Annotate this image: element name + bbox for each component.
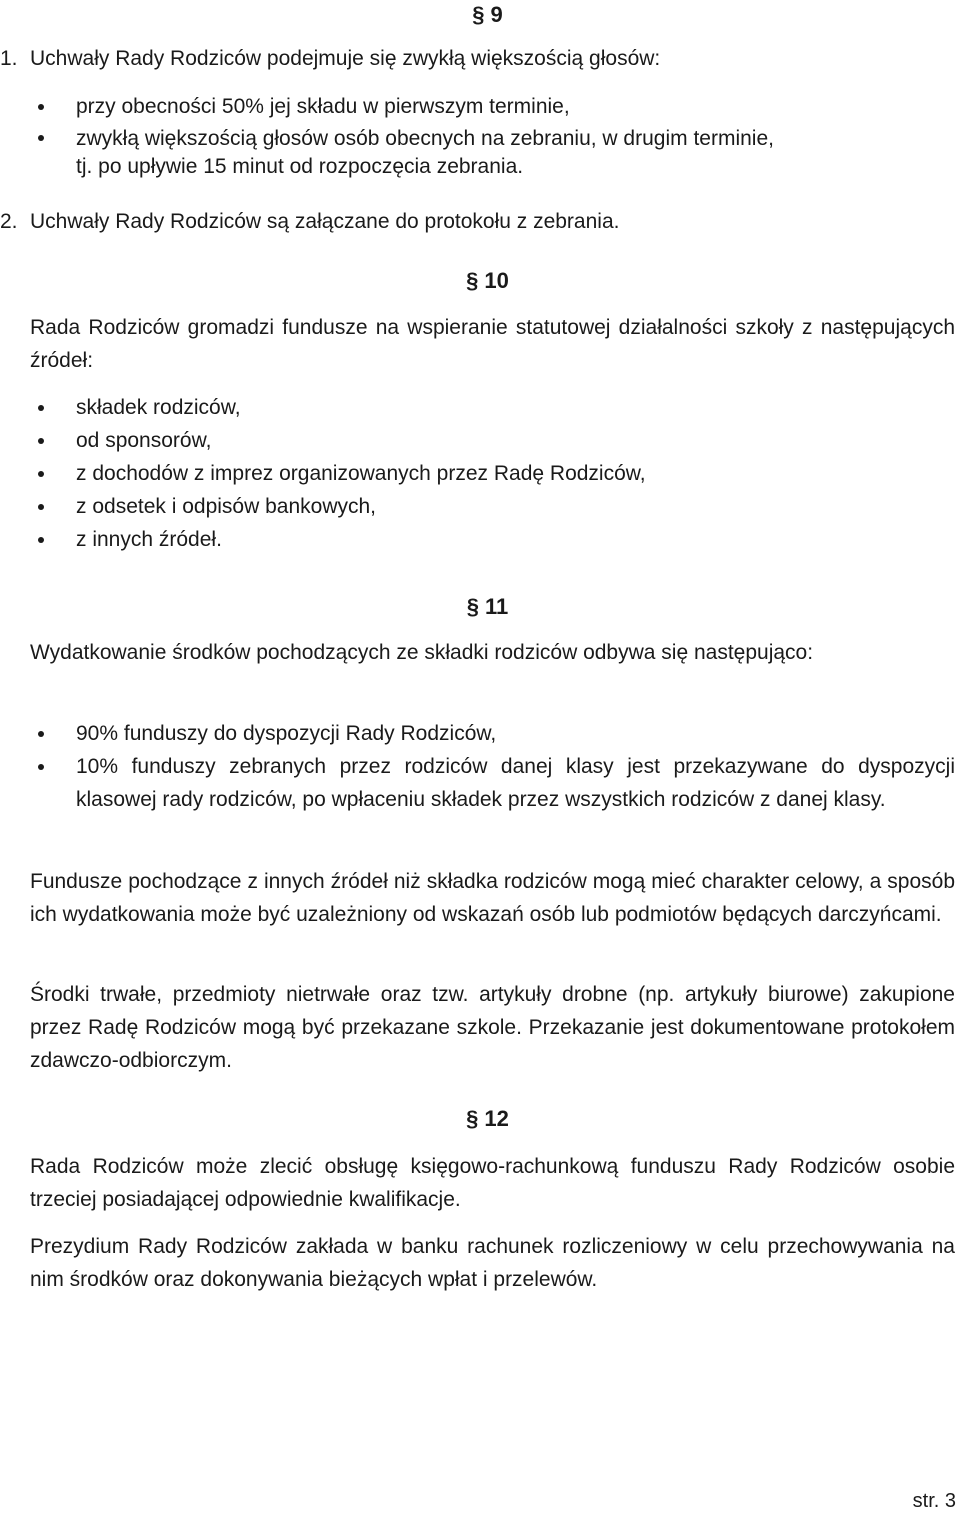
section-11-paragraph-3 xyxy=(0,978,955,1077)
paragraph-number xyxy=(0,865,30,898)
bullet-icon xyxy=(38,405,44,411)
paragraph-number xyxy=(0,636,30,669)
paragraph-text: Środki trwałe, przedmioty nietrwałe oraz tzw. artykuły drobne (np. artykuły biurowe) zakupione przez Radę Rodziców mogą być przekazane szkole. Przekazanie jest dokumentowane protokołem zdawczo-odbiorczym. xyxy=(30,983,955,1072)
paragraph-text: Wydatkowanie środków pochodzących ze składki rodziców odbywa się następująco: xyxy=(30,641,814,664)
list-item: z dochodów z imprez organizowanych przez Radę Rodziców, xyxy=(0,457,955,490)
section-9-paragraph-2 xyxy=(0,205,955,238)
list-item: z odsetek i odpisów bankowych, xyxy=(0,490,955,523)
paragraph-text: Prezydium Rady Rodziców zakłada w banku rachunek rozliczeniowy w celu przechowywania na nim środków oraz dokonywania bieżących wpłat i przelewów. xyxy=(30,1235,955,1291)
paragraph-number: 1. xyxy=(0,47,18,70)
section-12-heading: § 12 xyxy=(466,1106,509,1131)
section-10-bullet-list xyxy=(0,391,955,556)
page-number: str. 3 xyxy=(912,1490,956,1512)
bullet-icon xyxy=(38,764,44,770)
list-item: z innych źródeł. xyxy=(0,523,955,556)
list-item: składek rodziców, xyxy=(0,391,955,424)
paragraph-number xyxy=(0,978,30,1011)
section-12-paragraph-1 xyxy=(0,1150,955,1216)
bullet-icon xyxy=(38,504,44,510)
bullet-icon xyxy=(38,104,44,110)
paragraph-text: Fundusze pochodzące z innych źródeł niż składka rodziców mogą mieć charakter celowy, a sposób ich wydatkowania może być uzależniony od wskazań osób lub podmiotów będących darczyńcami. xyxy=(30,870,955,926)
paragraph-number xyxy=(0,311,30,344)
list-item: 10% funduszy zebranych przez rodziców danej klasy jest przekazywane do dyspozycji klasowej rady rodziców, po wpłaceniu składek przez wszystkich rodziców z danej klasy. xyxy=(0,750,955,816)
bullet-icon xyxy=(38,731,44,737)
section-11-paragraph-1 xyxy=(0,636,955,669)
list-item: zwykłą większością głosów osób obecnych na zebraniu, w drugim terminie, tj. po upływie 15 minut od rozpoczęcia zebrania. xyxy=(0,123,776,181)
bullet-icon xyxy=(38,537,44,543)
section-10-heading: § 10 xyxy=(466,268,509,293)
bullet-icon xyxy=(38,135,44,141)
section-9-bullet-list xyxy=(0,90,955,181)
bullet-icon xyxy=(38,438,44,444)
paragraph-number xyxy=(0,1150,30,1183)
paragraph-number: 2. xyxy=(0,210,18,233)
paragraph-text: Rada Rodziców może zlecić obsługę księgowo-rachunkową funduszu Rady Rodziców osobie trzeciej posiadającej odpowiednie kwalifikacje. xyxy=(30,1155,955,1211)
section-12-paragraph-2 xyxy=(0,1230,955,1296)
section-11-heading: § 11 xyxy=(466,594,509,619)
list-item: 90% funduszy do dyspozycji Rady Rodziców, xyxy=(0,717,955,750)
section-9-paragraph-1 xyxy=(0,42,955,75)
list-item: przy obecności 50% jej składu w pierwszym terminie, xyxy=(0,90,955,123)
bullet-icon xyxy=(38,471,44,477)
paragraph-text: Uchwały Rady Rodziców podejmuje się zwykłą większością głosów: xyxy=(30,47,661,70)
paragraph-number xyxy=(0,1230,30,1263)
section-9-heading: § 9 xyxy=(472,2,503,27)
section-10-paragraph-1 xyxy=(0,311,955,377)
section-11-bullet-list xyxy=(0,717,955,816)
paragraph-text: Rada Rodziców gromadzi fundusze na wspieranie statutowej działalności szkoły z następujących źródeł: xyxy=(30,316,955,372)
list-item: od sponsorów, xyxy=(0,424,955,457)
paragraph-text: Uchwały Rady Rodziców są załączane do protokołu z zebrania. xyxy=(30,210,620,233)
section-11-paragraph-2 xyxy=(0,865,955,931)
